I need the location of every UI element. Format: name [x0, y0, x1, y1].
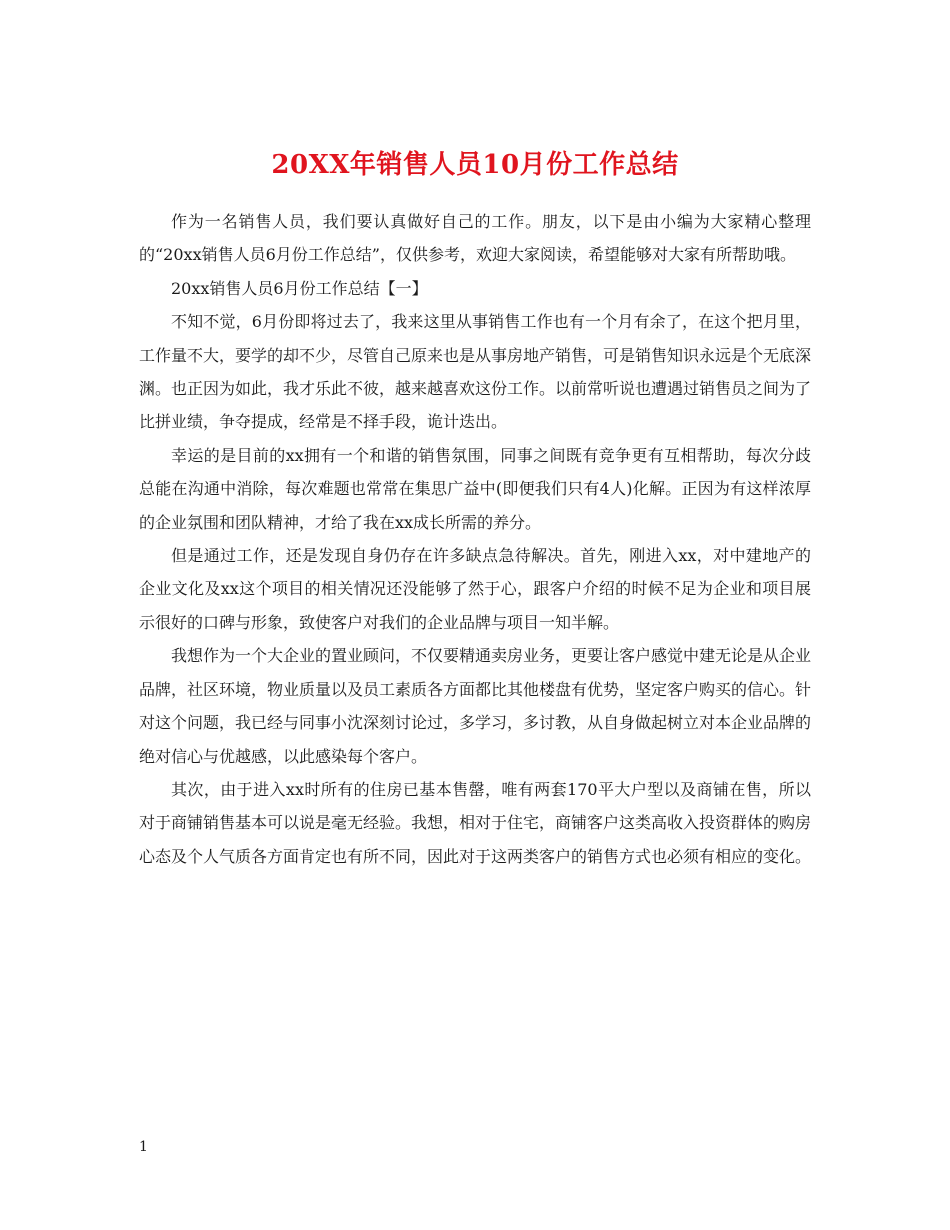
page-number: 1	[139, 1139, 148, 1155]
paragraph: 不知不觉，6月份即将过去了，我来这里从事销售工作也有一个月有余了，在这个把月里，工作量不大，要学的却不少，尽管自己原来也是从事房地产销售，可是销售知识永远是个无底深渊。也正因为如此，我才乐此不彼，越来越喜欢这份工作。以前常听说也遭遇过销售员之间为了比拼业绩，争夺提成，经常是不择手段，诡计迭出。	[139, 312, 812, 432]
section-heading: 20xx销售人员6月份工作总结【一】	[171, 278, 428, 298]
document-title: 20XX年销售人员10月份工作总结	[271, 150, 679, 181]
paragraph: 我想作为一个大企业的置业顾问，不仅要精通卖房业务，更要让客户感觉中建无论是从企业品牌，社区环境，物业质量以及员工素质各方面都比其他楼盘有优势，坚定客户购买的信心。针对这个问题，我已经与同事小沈深刻讨论过，多学习，多讨教，从自身做起树立对本企业品牌的绝对信心与优越感，以此感染每个客户。	[139, 646, 812, 766]
paragraph: 但是通过工作，还是发现自身仍存在许多缺点急待解决。首先，刚进入xx，对中建地产的企业文化及xx这个项目的相关情况还没能够了然于心，跟客户介绍的时候不足为企业和项目展示很好的口碑与形象，致使客户对我们的企业品牌与项目一知半解。	[139, 546, 811, 632]
paragraph-intro: 作为一名销售人员，我们要认真做好自己的工作。朋友，以下是由小编为大家精心整理的“20xx销售人员6月份工作总结”，仅供参考，欢迎大家阅读，希望能够对大家有所帮助哦。	[139, 212, 811, 265]
document-body	[139, 205, 811, 873]
paragraph: 其次，由于进入xx时所有的住房已基本售罄，唯有两套170平大户型以及商铺在售，所以对于商铺销售基本可以说是毫无经验。我想，相对于住宅，商铺客户这类高收入投资群体的购房心态及个人气质各方面肯定也有所不同，因此对于这两类客户的销售方式也必须有相应的变化。	[139, 779, 812, 866]
paragraph: 幸运的是目前的xx拥有一个和谐的销售氛围，同事之间既有竞争更有互相帮助，每次分歧总能在沟通中消除，每次难题也常常在集思广益中(即便我们只有4人)化解。正因为有这样浓厚的企业氛围和团队精神，才给了我在xx成长所需的养分。	[139, 445, 811, 532]
